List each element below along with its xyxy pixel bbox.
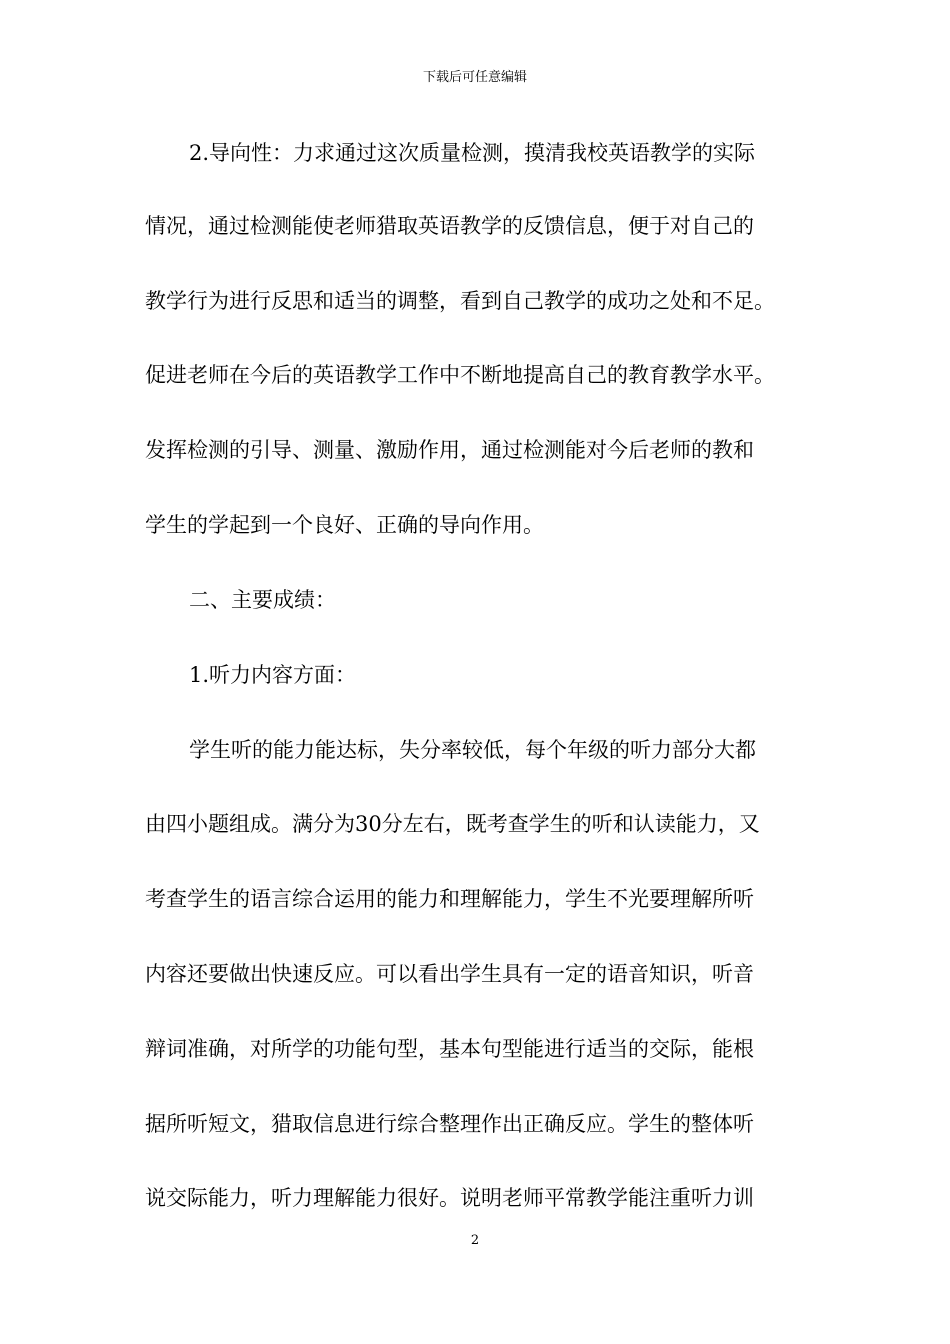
- page-number: 2: [470, 1233, 480, 1248]
- paragraph-line: 情况，通过检测能使老师猎取英语教学的反馈信息，便于对自己的: [145, 214, 754, 238]
- subsection-heading: 1.听力内容方面：: [189, 663, 357, 687]
- section-heading: 二、主要成绩：: [189, 588, 336, 612]
- paragraph-line: 教学行为进行反思和适当的调整，看到自己教学的成功之处和不足。: [145, 289, 775, 313]
- paragraph-line: 考查学生的语言综合运用的能力和理解能力，学生不光要理解所听: [145, 887, 754, 911]
- paragraph-line: 内容还要做出快速反应。可以看出学生具有一定的语音知识，听音: [145, 962, 754, 986]
- paragraph-line: 促进老师在今后的英语教学工作中不断地提高自己的教育教学水平。: [145, 363, 775, 387]
- paragraph-line: 辩词准确，对所学的功能句型，基本句型能进行适当的交际，能根: [145, 1037, 754, 1061]
- paragraph-line: 说交际能力，听力理解能力很好。说明老师平常教学能注重听力训: [145, 1186, 754, 1210]
- paragraph-line: 学生的学起到一个良好、正确的导向作用。: [145, 513, 544, 537]
- paragraph-line: 由四小题组成。满分为30分左右，既考查学生的听和认读能力，又: [145, 812, 760, 836]
- paragraph-line: 发挥检测的引导、测量、激励作用，通过检测能对今后老师的教和: [145, 438, 754, 462]
- paragraph-line: 学生听的能力能达标，失分率较低，每个年级的听力部分大都: [189, 738, 756, 762]
- page-header: 下载后可任意编辑: [422, 70, 527, 85]
- paragraph-line: 2.导向性：力求通过这次质量检测，摸清我校英语教学的实际: [189, 141, 756, 165]
- paragraph-line: 据所听短文，猎取信息进行综合整理作出正确反应。学生的整体听: [145, 1112, 754, 1136]
